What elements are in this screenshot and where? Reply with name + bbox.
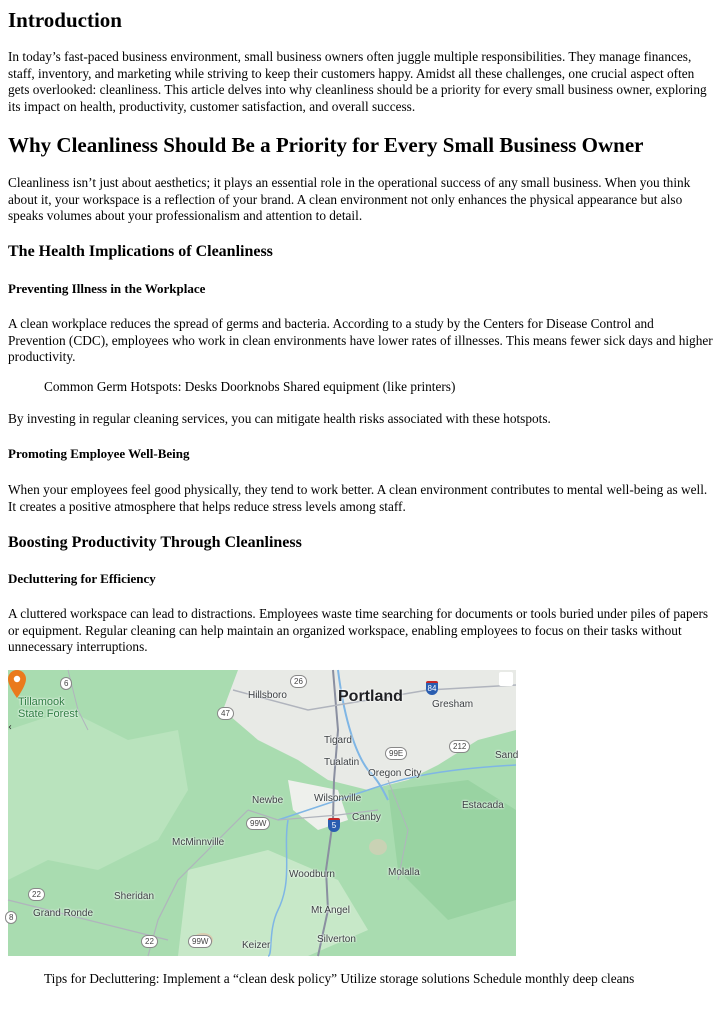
map-label-tigard: Tigard: [324, 735, 352, 746]
health-heading: The Health Implications of Cleanliness: [8, 243, 273, 260]
map-label-tualatin: Tualatin: [324, 757, 360, 768]
decluttering-tips-quote: Tips for Decluttering: Implement a “clean desk policy” Utilize storage solutions Schedule monthly deep cleans: [44, 971, 635, 986]
map-label-hillsboro: Hillsboro: [248, 690, 287, 701]
map-label-mcminnville: McMinnville: [172, 837, 225, 848]
interstate-84-shield: 84: [426, 681, 438, 695]
map-label-grand-ronde: Grand Ronde: [33, 908, 94, 919]
route-shield-99e: 99E: [385, 747, 407, 760]
map-label-keizer: Keizer: [242, 940, 271, 951]
wellbeing-heading: Promoting Employee Well-Being: [8, 446, 190, 461]
route-shield-47: 47: [217, 707, 234, 720]
decluttering-paragraph: A cluttered workspace can lead to distractions. Employees waste time searching for documents or tools buried under piles of papers or equipment. Regular cleaning can help maintain an organized workspace, enabling employees to focus on their tasks without unnecessary interruptions.: [8, 606, 709, 654]
main-paragraph: Cleanliness isn’t just about aesthetics; it plays an essential role in the operational success of any small business. When you think about it, your workspace is a reflection of your brand. A clean environment not only enhances the physical appearance but also speaks volumes about your professionalism and attention to detail.: [8, 175, 691, 223]
location-pin-icon[interactable]: [8, 670, 26, 698]
decluttering-heading: Decluttering for Efficiency: [8, 571, 156, 586]
route-shield-99w-a: 99W: [246, 817, 270, 830]
route-shield-18: 8: [5, 911, 17, 924]
map-label-mt-angel: Mt Angel: [311, 905, 350, 916]
intro-heading: Introduction: [8, 8, 122, 32]
map-label-oregon-city: Oregon City: [368, 768, 422, 779]
map-left-chevron-icon[interactable]: ‹: [8, 722, 12, 733]
productivity-heading: Boosting Productivity Through Cleanliness: [8, 534, 302, 551]
route-shield-22b: 22: [141, 935, 158, 948]
route-shield-212: 212: [449, 740, 470, 753]
route-shield-99w-b: 99W: [188, 935, 212, 948]
illness-heading: Preventing Illness in the Workplace: [8, 281, 206, 296]
germ-hotspots-quote: Common Germ Hotspots: Desks Doorknobs Shared equipment (like printers): [44, 379, 456, 394]
map-label-canby: Canby: [352, 812, 381, 823]
route-shield-22: 22: [28, 888, 45, 901]
map-label-estacada: Estacada: [462, 800, 504, 811]
interstate-5-shield: 5: [328, 818, 340, 832]
map-label-gresham: Gresham: [432, 699, 474, 710]
map-label-molalla: Molalla: [388, 867, 420, 878]
fullscreen-button[interactable]: [499, 672, 513, 686]
map-label-newberg: Newbe: [252, 795, 284, 806]
route-shield-6: 6: [60, 677, 72, 690]
main-heading: Why Cleanliness Should Be a Priority for Every Small Business Owner: [8, 133, 644, 157]
wellbeing-paragraph: When your employees feel good physically, they tend to work better. A clean environment contributes to mental well-being as well. It creates a positive atmosphere that helps reduce stress levels among staff.: [8, 482, 708, 514]
map-label-silverton: Silverton: [317, 934, 356, 945]
intro-paragraph: In today’s fast-paced business environment, small business owners often juggle multiple responsibilities. They manage finances, staff, inventory, and marketing while striving to keep their customers happy. Amidst all these challenges, one crucial aspect often gets overlooked: cleanliness. This article delves into why cleanliness should be a priority for every small business owner, exploring its impact on health, productivity, customer satisfaction, and overall success.: [8, 49, 707, 114]
map-label-wilsonville: Wilsonville: [314, 793, 362, 804]
map-label-portland: Portland: [338, 688, 403, 705]
route-shield-26: 26: [290, 675, 307, 688]
map-label-tillamook: Tillamook State Forest: [18, 696, 78, 720]
map-label-sheridan: Sheridan: [114, 891, 155, 902]
investing-paragraph: By investing in regular cleaning services, you can mitigate health risks associated with these hotspots.: [8, 411, 551, 426]
map-label-sandy: Sand: [495, 750, 519, 761]
map-label-woodburn: Woodburn: [289, 869, 335, 880]
embedded-map[interactable]: [8, 670, 519, 956]
illness-paragraph: A clean workplace reduces the spread of germs and bacteria. According to a study by the Centers for Disease Control and Prevention (CDC), employees who work in clean environments have lower rates of illnesses. This means fewer sick days and higher productivity.: [8, 316, 713, 364]
